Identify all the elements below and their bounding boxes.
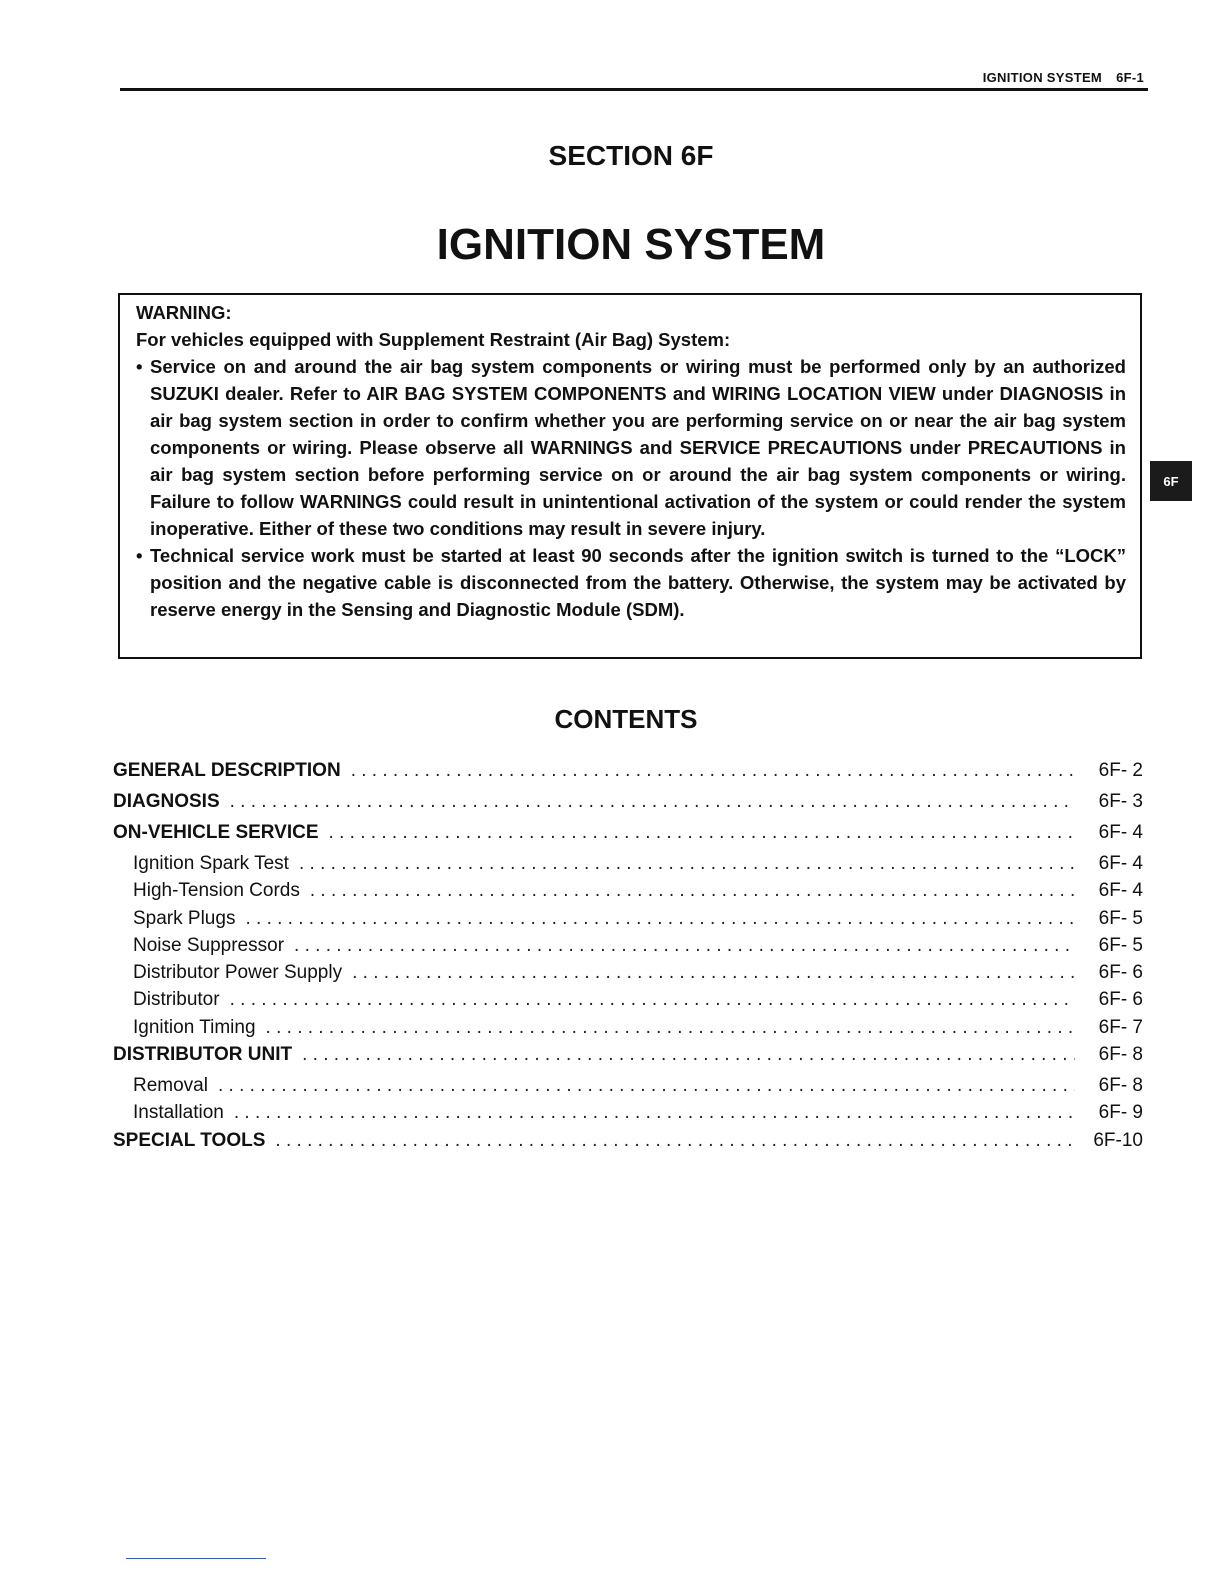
toc-entry-page: 6F- 7 [1098, 1016, 1143, 1038]
warning-bullet [136, 542, 1126, 623]
toc-entry-title: Noise Suppressor [133, 934, 285, 956]
toc-entry-page: 6F- 8 [1098, 1075, 1143, 1097]
warning-bullet-text: Service on and around the air bag system components or wiring must be performed only by an authorized SUZUKI dealer. Refer to AIR BAG SYSTEM COMPONENTS and WIRING LOCATION VIEW under DIAGNOSIS in air bag system section in order to confirm whether you are performing service on or near the air bag system components or wiring. Please observe all WARNINGS and SERVICE PRECAUTIONS under PRECAUTIONS in air bag system section before performing service on or around the air bag system components or wiring. Failure to follow WARNINGS could result in unintentional activation of the system or could render the system inoperative. Either of these two conditions may result in severe injury. [150, 356, 1126, 539]
table-of-contents [113, 760, 1143, 1161]
toc-leader-dots [230, 791, 1075, 813]
toc-entry-title: Installation [133, 1102, 224, 1124]
toc-entry-page: 6F- 4 [1098, 853, 1143, 874]
toc-leader-dots [302, 1044, 1075, 1066]
toc-entry[interactable] [113, 989, 1143, 1016]
toc-entry[interactable] [113, 962, 1143, 989]
toc-entry-title: ON-VEHICLE SERVICE [113, 822, 319, 843]
toc-leader-dots [352, 962, 1075, 984]
running-header-page-number: 6F-1 [1116, 70, 1144, 85]
toc-entry-page: 6F- 4 [1098, 880, 1143, 902]
toc-entry-page: 6F- 5 [1098, 907, 1143, 929]
warning-bullet [136, 353, 1126, 542]
toc-entry[interactable] [113, 1044, 1143, 1075]
toc-leader-dots [275, 1130, 1075, 1152]
toc-leader-dots [351, 760, 1075, 782]
footer-rule [126, 1558, 266, 1559]
toc-entry-page: 6F- 8 [1098, 1044, 1143, 1066]
warning-bullet-list [136, 353, 1126, 623]
toc-entry-title: GENERAL DESCRIPTION [113, 760, 341, 781]
toc-entry[interactable] [113, 791, 1143, 822]
toc-entry-title: Ignition Spark Test [133, 853, 289, 874]
toc-entry-page: 6F- 3 [1098, 791, 1143, 812]
toc-entry-page: 6F- 9 [1098, 1102, 1143, 1124]
toc-leader-dots [245, 908, 1075, 930]
toc-entry-page: 6F-10 [1093, 1129, 1143, 1151]
warning-bullet-text: Technical service work must be started at least 90 seconds after the ignition switch is turned to the “LOCK” position and the negative cable is disconnected from the battery. Otherwise, the system may be activated by reserve energy in the Sensing and Diagnostic Module (SDM). [150, 545, 1126, 620]
toc-entry-title: Distributor Power Supply [133, 962, 343, 984]
toc-entry-title: DIAGNOSIS [113, 791, 220, 812]
bullet-icon: • [136, 545, 143, 566]
toc-entry-page: 6F- 5 [1098, 934, 1143, 956]
page-title: IGNITION SYSTEM [436, 220, 826, 269]
section-tab: 6F [1150, 461, 1192, 501]
contents-heading: CONTENTS [554, 704, 698, 734]
toc-leader-dots [310, 880, 1075, 902]
toc-entry-title: Removal [133, 1075, 208, 1097]
toc-entry[interactable] [113, 1130, 1143, 1161]
toc-leader-dots [299, 853, 1075, 875]
toc-entry-title: High-Tension Cords [133, 880, 300, 902]
toc-entry[interactable] [113, 853, 1143, 880]
toc-entry-page: 6F- 2 [1098, 760, 1143, 781]
toc-entry[interactable] [113, 880, 1143, 907]
toc-entry-page: 6F- 6 [1098, 962, 1143, 984]
running-header-title: IGNITION SYSTEM [982, 70, 1103, 85]
warning-intro: For vehicles equipped with Supplement Restraint (Air Bag) System: [136, 329, 731, 350]
toc-leader-dots [294, 935, 1075, 957]
toc-leader-dots [329, 822, 1075, 844]
toc-entry-page: 6F- 6 [1098, 989, 1143, 1011]
toc-entry[interactable] [113, 1102, 1143, 1129]
toc-leader-dots [266, 1017, 1075, 1039]
toc-entry-title: Spark Plugs [133, 907, 236, 929]
running-header [983, 70, 1144, 85]
toc-leader-dots [234, 1102, 1075, 1124]
toc-entry[interactable] [113, 935, 1143, 962]
toc-entry[interactable] [113, 1075, 1143, 1102]
section-label: SECTION 6F [548, 140, 714, 171]
warning-heading: WARNING: [136, 302, 232, 323]
toc-entry[interactable] [113, 1017, 1143, 1044]
warning-box [118, 293, 1142, 659]
toc-entry-title: Ignition Timing [133, 1016, 256, 1038]
toc-entry-page: 6F- 4 [1098, 822, 1143, 843]
toc-entry-title: Distributor [133, 989, 220, 1011]
toc-entry[interactable] [113, 908, 1143, 935]
toc-leader-dots [218, 1075, 1075, 1097]
toc-entry-title: SPECIAL TOOLS [113, 1129, 266, 1151]
toc-entry[interactable] [113, 760, 1143, 791]
toc-entry[interactable] [113, 822, 1143, 853]
bullet-icon: • [136, 356, 143, 377]
toc-entry-title: DISTRIBUTOR UNIT [113, 1044, 293, 1066]
toc-leader-dots [230, 989, 1075, 1011]
header-rule [120, 88, 1148, 91]
